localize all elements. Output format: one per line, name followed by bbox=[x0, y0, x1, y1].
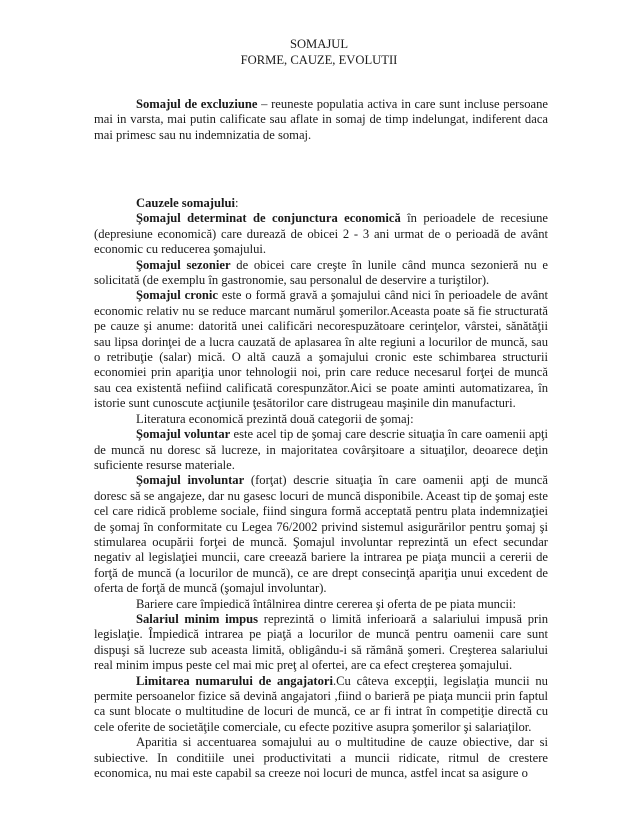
paragraph-sezonier: Şomajul sezonier de obicei care creşte în lunile când munca sezonieră nu e solicitată (de exemplu în gastronomie, sau personalul de deservire a turiştilor). bbox=[94, 257, 548, 288]
paragraph-involuntar: Şomajul involuntar (forţat) descrie situaţia în care oamenii apţi de muncă doresc să se angajeze, dar nu gasesc locuri de muncă disponibile. Aceast tip de şomaj este cel care ridică probleme sociale, fiind singura formă acceptată pentru plata indemnizaţiei de şomaj în conformitate cu Legea 76/2002 privind sistemul asigurărilor pentru şomaj şi stimularea ocupării forţei de muncă. Şomajul involuntar reprezintă un efect secundar negativ al legislaţiei muncii, care creează bariere la intrarea pe piaţa muncii a cererii de forţă de muncă (a locurilor de muncă), ce are drept consecinţă apariţia unui excedent de oferta de forţă de muncă (şomajul involuntar). bbox=[94, 473, 548, 596]
paragraph-conjunctura: Şomajul determinat de conjunctura economică în perioadele de recesiune (depresiune economică) care durează de obicei 2 - 3 ani urmat de o perioadă de avânt economic cu reducerea şomajului. bbox=[94, 211, 548, 257]
paragraph-limitarea: Limitarea numarului de angajatori.Cu câteva excepţii, legislaţia muncii nu permite persoanelor fizice să devină angajatori ,fiind o barieră pe piaţa muncii prin faptul ca sunt blocate o multitudine de locuri de muncă, ce ar fi intrat în competiţie directă cu cele oferite de societăţile comerciale, cu efecte pozitive asupra şomerilor şi salariaţilor. bbox=[94, 673, 548, 734]
paragraph-salariu-minim: Salariul minim impus reprezintă o limită inferioară a salariului impusă prin legislaţie. Împiedică intrarea pe piaţă a locurilor de muncă pentru oamenii care sunt dispuşi să lucreze sub aceasta limită, obligându-i să rămână şomeri. Creşterea salariului real minim impus peste cel mai mic preţ al ofertei, are ca efect creşterea şomajului. bbox=[94, 611, 548, 673]
document-title: SOMAJUL bbox=[289, 37, 349, 51]
paragraph-aparitia: Aparitia si accentuarea somajului au o multitudine de cauze obiective, dar si subiective. In conditiile unei productivitati a muncii ridicate, ritmul de crestere economica, nu mai este capabil sa creeze noi locuri de munca, astfel incat sa asigure o bbox=[94, 735, 548, 781]
document-subtitle: FORME, CAUZE, EVOLUTII bbox=[240, 53, 398, 67]
paragraph-cronic: Şomajul cronic este o formă gravă a şomajului când nici în perioadele de avânt economic relativ nu se reduce marcant numărul şomerilor.Aceasta poate să fie structurată pe cauze şi anume: datorită unei calificări necorespuzătoare cerinţelor, vârstei, sănătăţii sau lipsa dorinţei de a lucra cauzată de aplasarea în alte regiuni a locurilor de muncă, sau o retribuţie (salar) mică. O altă cauză a şomajului cronic este schimbarea structurii economiei prin apariţia unor tehnologii noi, prin care reduce necesarul forţei de muncă sau cea existentă nefiind calificată corespunzător.Aici se poate aminti automatizarea, în istorie sunt cunoscute acţiunile ţesătorilor care distrugeau maşinile din manufacturi. bbox=[94, 288, 548, 411]
causes-section: Cauzele somajului: Şomajul determinat de conjunctura economică în perioadele de recesiune (depresiune economică) care durează de obicei 2 - 3 ani urmat de o perioadă de avânt economic cu reducerea şomajului. Şomajul sezonier de obicei care creşte în lunile când munca sezonieră nu e solicitată (de exemplu în gastronomie, sau personalul de deservire a turiştilor). Şomajul cronic este o formă gravă a şomajului când nici în perioadele de avânt economic relativ nu se reduce marcant numărul şomerilor.Aceasta poate să fie structurată pe cauze şi anume: datorită unei calificări necorespuzătoare cerinţelor, vârstei, sănătăţii sau lipsa dorinţei de a lucra cauzată de aplasarea în alte regiuni a locurilor de muncă, sau o retribuţie (salar) mică. O altă cauză a şomajului cronic este schimbarea structurii economiei prin apariţia unor tehnologii noi, prin care reduce necesarul forţei de muncă sau cea existentă nefiind calificată corespunzător.Aici se poate aminti automatizarea, în istorie sunt cunoscute acţiunile ţesătorilor care distrugeau maşinile din manufacturi. Literatura economică prezintă două categorii de şomaj: Şomajul voluntar este acel tip de şomaj care descrie situaţia în care oamenii apţi de muncă nu doresc să lucreze, in majoritatea covârşitoare a situaţilor, deoarece deţin suficiente resurse materiale. Şomajul involuntar (forţat) descrie situaţia în care oamenii apţi de muncă doresc să se angajeze, dar nu gasesc locuri de muncă disponibile. Aceast tip de şomaj este cel care ridică probleme sociale, fiind singura formă acceptată pentru plata indemnizaţiei de şomaj în conformitate cu Legea 76/2002 privind sistemul asigurărilor pentru şomaj şi stimularea ocupării forţei de muncă. Şomajul involuntar reprezintă un efect secundar negativ al legislaţiei muncii, care creează bariere la intrarea pe piaţa muncii a cererii de forţă de muncă (a locurilor de muncă), ce are drept consecinţă apariţia unui excedent de oferta de forţă de muncă (şomajul involuntar). Bariere care împiedică întâlnirea dintre cererea şi oferta de pe piata muncii: Salariul minim impus reprezintă o limită inferioară a salariului impusă prin legislaţie. Împiedică intrarea pe piaţă a locurilor de muncă pentru oamenii care sunt dispuşi să lucreze sub aceasta limită, obligându-i să rămână şomeri. Creşterea salariului real minim impus peste cel mai mic preţ al ofertei, are ca efect creşterea şomajului. Limitarea numarului de angajatori.Cu câteva excepţii, legislaţia muncii nu permite persoanelor fizice să devină angajatori ,fiind o barieră pe piaţa muncii prin faptul ca sunt blocate o multitudine de locuri de muncă, ce ar fi intrat în competiţie directă cu cele oferite de societăţile comerciale, cu efecte pozitive asupra şomerilor şi salariaţilor. Aparitia si accentuarea somajului au o multitudine de cauze obiective, dar si subiective. In conditiile unei productivitati a muncii ridicate, ritmul de crestere economica, nu mai este capabil sa creeze noi locuri de munca, astfel incat sa asigure o bbox=[94, 196, 548, 781]
intro-paragraph bbox=[94, 97, 548, 143]
paragraph-categorii: Literatura economică prezintă două categorii de şomaj: bbox=[136, 411, 414, 426]
causes-heading: Cauzele somajului bbox=[136, 196, 235, 210]
paragraph-bariere: Bariere care împiedică întâlnirea dintre cererea şi oferta de pe piata muncii: bbox=[136, 596, 517, 611]
paragraph-voluntar: Şomajul voluntar este acel tip de şomaj care descrie situaţia în care oamenii apţi de muncă nu doresc să lucreze, in majoritatea covârşitoare a situaţilor, deoarece deţin suficiente resurse materiale. bbox=[94, 427, 548, 472]
intro-text: – reuneste populatia activa in care sunt incluse persoane mai in varsta, mai putin calificate sau aflate in somaj de timp indelungat, indiferent daca mai primesc sau nu indemnizatia de somaj. bbox=[94, 97, 549, 142]
term-somaj-excluziune: Somajul de excluziune bbox=[136, 97, 258, 111]
